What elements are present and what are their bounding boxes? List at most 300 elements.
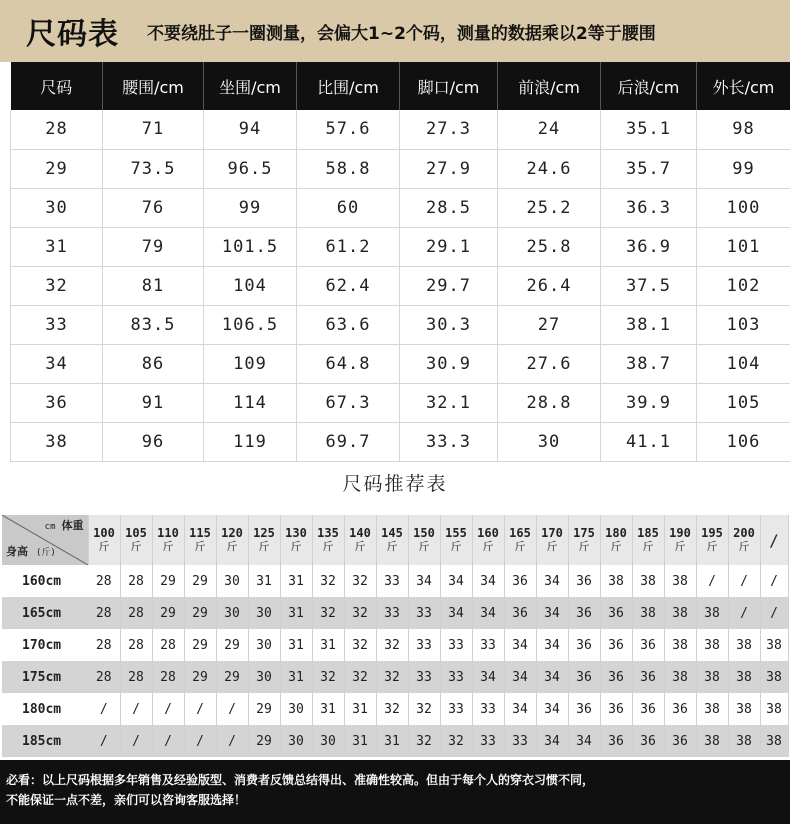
corner-height: 身高 bbox=[6, 545, 28, 558]
recommend-cell: 28 bbox=[152, 629, 184, 661]
recommend-cell: 38 bbox=[696, 693, 728, 725]
recommend-cell: 38 bbox=[728, 693, 760, 725]
recommend-cell: / bbox=[728, 565, 760, 597]
recommend-cell: 38 bbox=[696, 629, 728, 661]
recommend-row bbox=[2, 661, 788, 693]
weight-unit: 斤 bbox=[546, 540, 558, 553]
size-cell: 103 bbox=[697, 305, 790, 344]
size-cell: 31 bbox=[11, 227, 103, 266]
weight-unit: 斤 bbox=[578, 540, 590, 553]
weight-unit: 斤 bbox=[706, 540, 718, 553]
weight-unit: 斤 bbox=[354, 540, 366, 553]
size-cell: 60 bbox=[297, 188, 400, 227]
size-cell: 35.7 bbox=[601, 149, 697, 188]
recommend-cell: 30 bbox=[248, 661, 280, 693]
weight-unit: 斤 bbox=[642, 540, 654, 553]
footer-line-2: 不能保证一点不差，亲们可以咨询客服选择！ bbox=[6, 793, 247, 807]
size-cell: 30.9 bbox=[400, 344, 498, 383]
size-cell: 96.5 bbox=[204, 149, 297, 188]
recommend-cell: 33 bbox=[376, 565, 408, 597]
size-cell: 58.8 bbox=[297, 149, 400, 188]
size-cell: 67.3 bbox=[297, 383, 400, 422]
weight-header-last: / bbox=[760, 515, 788, 565]
recommend-cell: 33 bbox=[408, 629, 440, 661]
recommend-cell: 36 bbox=[632, 693, 664, 725]
size-row bbox=[11, 188, 790, 227]
recommend-cell: 34 bbox=[568, 725, 600, 757]
size-header-cell: 腰围/cm bbox=[103, 62, 204, 110]
recommend-cell: 33 bbox=[408, 597, 440, 629]
recommend-cell: 32 bbox=[344, 597, 376, 629]
recommend-cell: 28 bbox=[120, 629, 152, 661]
size-row bbox=[11, 305, 790, 344]
size-cell: 36 bbox=[11, 383, 103, 422]
size-cell: 100 bbox=[697, 188, 790, 227]
weight-header-cell bbox=[344, 515, 376, 565]
weight-header-cell bbox=[664, 515, 696, 565]
size-cell: 29.1 bbox=[400, 227, 498, 266]
recommend-cell: 38 bbox=[632, 565, 664, 597]
size-cell: 83.5 bbox=[103, 305, 204, 344]
recommend-cell: 34 bbox=[504, 629, 536, 661]
weight-unit: 斤 bbox=[386, 540, 398, 553]
recommend-cell: 36 bbox=[664, 725, 696, 757]
recommend-cell: 38 bbox=[696, 597, 728, 629]
size-cell: 24.6 bbox=[498, 149, 601, 188]
recommend-cell: 31 bbox=[280, 661, 312, 693]
height-label: 175cm bbox=[2, 661, 88, 693]
recommend-cell: 29 bbox=[184, 661, 216, 693]
size-cell: 30 bbox=[498, 422, 601, 461]
recommend-cell: 30 bbox=[280, 725, 312, 757]
recommend-cell: 31 bbox=[248, 565, 280, 597]
recommend-cell: 32 bbox=[312, 565, 344, 597]
size-row bbox=[11, 149, 790, 188]
recommend-cell: 29 bbox=[216, 629, 248, 661]
size-row bbox=[11, 422, 790, 461]
weight-unit: 斤 bbox=[450, 540, 462, 553]
recommend-cell: 29 bbox=[152, 565, 184, 597]
recommend-cell: / bbox=[152, 693, 184, 725]
recommend-row bbox=[2, 565, 788, 597]
height-label: 165cm bbox=[2, 597, 88, 629]
weight-value: 105 bbox=[125, 526, 147, 540]
recommend-cell: / bbox=[120, 693, 152, 725]
recommend-cell: / bbox=[184, 693, 216, 725]
recommend-cell: 30 bbox=[312, 725, 344, 757]
recommend-cell: 31 bbox=[344, 693, 376, 725]
recommend-cell: 34 bbox=[408, 565, 440, 597]
size-cell: 36.9 bbox=[601, 227, 697, 266]
size-header-cell: 脚口/cm bbox=[400, 62, 498, 110]
weight-header-cell bbox=[472, 515, 504, 565]
recommend-cell: 32 bbox=[376, 693, 408, 725]
size-cell: 32.1 bbox=[400, 383, 498, 422]
weight-header-cell bbox=[568, 515, 600, 565]
recommend-cell: 36 bbox=[600, 597, 632, 629]
recommend-cell: 34 bbox=[472, 597, 504, 629]
weight-value: 140 bbox=[349, 526, 371, 540]
size-cell: 33.3 bbox=[400, 422, 498, 461]
weight-value: 175 bbox=[573, 526, 595, 540]
recommend-cell: 36 bbox=[568, 597, 600, 629]
size-table bbox=[10, 62, 790, 462]
recommend-cell: 38 bbox=[728, 629, 760, 661]
weight-unit: 斤 bbox=[98, 540, 110, 553]
recommend-cell: 30 bbox=[280, 693, 312, 725]
size-header-cell: 尺码 bbox=[11, 62, 103, 110]
size-cell: 30.3 bbox=[400, 305, 498, 344]
recommend-cell: 33 bbox=[472, 725, 504, 757]
weight-header-cell bbox=[216, 515, 248, 565]
size-cell: 106 bbox=[697, 422, 790, 461]
recommend-cell: 33 bbox=[440, 629, 472, 661]
weight-value: 110 bbox=[157, 526, 179, 540]
weight-header-cell bbox=[728, 515, 760, 565]
corner-height-unit: (斤) bbox=[36, 548, 56, 558]
recommend-cell: 33 bbox=[440, 661, 472, 693]
weight-value: 195 bbox=[701, 526, 723, 540]
weight-value: 185 bbox=[637, 526, 659, 540]
weight-header-cell bbox=[312, 515, 344, 565]
recommend-cell: 34 bbox=[472, 661, 504, 693]
size-cell: 33 bbox=[11, 305, 103, 344]
weight-header-cell bbox=[120, 515, 152, 565]
weight-value: 150 bbox=[413, 526, 435, 540]
recommend-cell: / bbox=[88, 693, 120, 725]
size-cell: 62.4 bbox=[297, 266, 400, 305]
size-cell: 63.6 bbox=[297, 305, 400, 344]
size-cell: 104 bbox=[697, 344, 790, 383]
size-cell: 76 bbox=[103, 188, 204, 227]
recommend-cell: 33 bbox=[408, 661, 440, 693]
size-cell: 27.9 bbox=[400, 149, 498, 188]
recommend-cell: 36 bbox=[664, 693, 696, 725]
recommend-row bbox=[2, 629, 788, 661]
height-label: 180cm bbox=[2, 693, 88, 725]
recommend-cell: 36 bbox=[600, 629, 632, 661]
weight-value: 165 bbox=[509, 526, 531, 540]
recommend-cell: 36 bbox=[568, 565, 600, 597]
size-cell: 73.5 bbox=[103, 149, 204, 188]
recommend-cell: 28 bbox=[120, 597, 152, 629]
recommend-cell: / bbox=[88, 725, 120, 757]
recommend-cell: 38 bbox=[728, 661, 760, 693]
weight-value: 160 bbox=[477, 526, 499, 540]
size-cell: 29 bbox=[11, 149, 103, 188]
recommend-cell: 28 bbox=[88, 629, 120, 661]
size-chart-title: 尺码表 bbox=[26, 17, 119, 52]
height-label: 185cm bbox=[2, 725, 88, 757]
recommend-cell: 31 bbox=[280, 629, 312, 661]
recommend-cell: 29 bbox=[184, 565, 216, 597]
recommend-cell: 32 bbox=[344, 565, 376, 597]
recommend-cell: 32 bbox=[344, 661, 376, 693]
recommend-cell: 28 bbox=[88, 597, 120, 629]
weight-value: 200 bbox=[733, 526, 755, 540]
weight-unit: 斤 bbox=[418, 540, 430, 553]
recommend-cell: 36 bbox=[504, 565, 536, 597]
weight-value: 130 bbox=[285, 526, 307, 540]
size-cell: 81 bbox=[103, 266, 204, 305]
recommend-cell: 32 bbox=[408, 725, 440, 757]
recommend-cell: 30 bbox=[248, 629, 280, 661]
size-cell: 28 bbox=[11, 110, 103, 149]
size-cell: 101 bbox=[697, 227, 790, 266]
recommend-cell: 38 bbox=[632, 597, 664, 629]
size-row bbox=[11, 266, 790, 305]
weight-unit: 斤 bbox=[162, 540, 174, 553]
size-cell: 106.5 bbox=[204, 305, 297, 344]
size-table-header bbox=[11, 62, 790, 110]
weight-unit: 斤 bbox=[226, 540, 238, 553]
size-cell: 104 bbox=[204, 266, 297, 305]
size-cell: 36.3 bbox=[601, 188, 697, 227]
size-cell: 79 bbox=[103, 227, 204, 266]
size-cell: 114 bbox=[204, 383, 297, 422]
size-cell: 25.2 bbox=[498, 188, 601, 227]
recommend-cell: 36 bbox=[504, 597, 536, 629]
recommend-cell: / bbox=[120, 725, 152, 757]
recommend-cell: 34 bbox=[536, 693, 568, 725]
size-cell: 38 bbox=[11, 422, 103, 461]
size-cell: 61.2 bbox=[297, 227, 400, 266]
size-cell: 109 bbox=[204, 344, 297, 383]
size-cell: 32 bbox=[11, 266, 103, 305]
weight-header-cell bbox=[88, 515, 120, 565]
recommend-cell: 36 bbox=[600, 661, 632, 693]
recommend-cell: 38 bbox=[664, 661, 696, 693]
recommend-cell: 28 bbox=[88, 661, 120, 693]
size-cell: 69.7 bbox=[297, 422, 400, 461]
size-row bbox=[11, 383, 790, 422]
weight-value: 100 bbox=[93, 526, 115, 540]
recommend-cell: 36 bbox=[600, 725, 632, 757]
weight-header-cell bbox=[600, 515, 632, 565]
weight-unit: 斤 bbox=[258, 540, 270, 553]
footer-line-1: 必看：以上尺码根据多年销售及经验版型、消费者反馈总结得出、准确性较高。但由于每个人的穿衣习惯不同， bbox=[6, 773, 595, 787]
recommend-cell: 28 bbox=[88, 565, 120, 597]
weight-header-cell bbox=[376, 515, 408, 565]
weight-unit: 斤 bbox=[290, 540, 302, 553]
recommend-cell: 28 bbox=[120, 565, 152, 597]
recommend-cell: 38 bbox=[664, 565, 696, 597]
recommend-cell: 38 bbox=[728, 725, 760, 757]
size-cell: 105 bbox=[697, 383, 790, 422]
weight-value: 145 bbox=[381, 526, 403, 540]
recommend-cell: 38 bbox=[760, 661, 788, 693]
recommend-cell: 34 bbox=[536, 565, 568, 597]
size-header-cell: 前浪/cm bbox=[498, 62, 601, 110]
recommend-cell: 30 bbox=[216, 565, 248, 597]
recommend-cell: 36 bbox=[632, 629, 664, 661]
corner-weight-unit: cm bbox=[44, 522, 56, 532]
weight-unit: 斤 bbox=[738, 540, 750, 553]
recommend-cell: 36 bbox=[568, 693, 600, 725]
recommend-cell: / bbox=[216, 693, 248, 725]
weight-unit: 斤 bbox=[674, 540, 686, 553]
recommend-cell: 38 bbox=[760, 725, 788, 757]
recommend-cell: 38 bbox=[760, 629, 788, 661]
recommend-cell: 36 bbox=[632, 725, 664, 757]
recommend-cell: 38 bbox=[760, 693, 788, 725]
size-cell: 41.1 bbox=[601, 422, 697, 461]
recommend-cell: 33 bbox=[472, 629, 504, 661]
recommend-cell: 31 bbox=[344, 725, 376, 757]
recommend-cell: / bbox=[696, 565, 728, 597]
size-cell: 102 bbox=[697, 266, 790, 305]
recommend-cell: 32 bbox=[376, 629, 408, 661]
size-cell: 119 bbox=[204, 422, 297, 461]
recommend-cell: 34 bbox=[504, 661, 536, 693]
size-header-cell: 后浪/cm bbox=[601, 62, 697, 110]
recommend-cell: 36 bbox=[600, 693, 632, 725]
size-cell: 57.6 bbox=[297, 110, 400, 149]
size-cell: 94 bbox=[204, 110, 297, 149]
recommend-cell: 34 bbox=[536, 597, 568, 629]
recommend-cell: 36 bbox=[568, 629, 600, 661]
size-cell: 24 bbox=[498, 110, 601, 149]
recommend-cell: 31 bbox=[312, 629, 344, 661]
size-cell: 39.9 bbox=[601, 383, 697, 422]
weight-unit: 斤 bbox=[130, 540, 142, 553]
size-header-cell: 坐围/cm bbox=[204, 62, 297, 110]
recommend-cell: 33 bbox=[504, 725, 536, 757]
recommend-cell: 33 bbox=[376, 597, 408, 629]
recommend-cell: 32 bbox=[440, 725, 472, 757]
recommend-cell: 32 bbox=[376, 661, 408, 693]
recommend-cell: 28 bbox=[152, 661, 184, 693]
size-cell: 98 bbox=[697, 110, 790, 149]
weight-value: 120 bbox=[221, 526, 243, 540]
top-banner bbox=[0, 0, 790, 62]
size-cell: 28.8 bbox=[498, 383, 601, 422]
weight-value: 125 bbox=[253, 526, 275, 540]
size-cell: 35.1 bbox=[601, 110, 697, 149]
size-row bbox=[11, 110, 790, 149]
recommend-cell: 34 bbox=[536, 725, 568, 757]
recommend-cell: 38 bbox=[600, 565, 632, 597]
size-cell: 38.1 bbox=[601, 305, 697, 344]
recommend-cell: / bbox=[216, 725, 248, 757]
size-cell: 101.5 bbox=[204, 227, 297, 266]
weight-value: 115 bbox=[189, 526, 211, 540]
weight-header-cell bbox=[184, 515, 216, 565]
corner-weight: 体重 bbox=[61, 519, 84, 532]
recommend-cell: / bbox=[760, 597, 788, 629]
size-header-cell: 比围/cm bbox=[297, 62, 400, 110]
recommend-cell: 31 bbox=[280, 565, 312, 597]
size-cell: 27 bbox=[498, 305, 601, 344]
weight-header-cell bbox=[152, 515, 184, 565]
recommend-cell: 33 bbox=[472, 693, 504, 725]
recommend-cell: 38 bbox=[696, 725, 728, 757]
recommend-cell: 30 bbox=[248, 597, 280, 629]
size-cell: 29.7 bbox=[400, 266, 498, 305]
size-cell: 34 bbox=[11, 344, 103, 383]
recommend-cell: 34 bbox=[440, 565, 472, 597]
size-cell: 64.8 bbox=[297, 344, 400, 383]
recommend-cell: 29 bbox=[248, 693, 280, 725]
recommend-table bbox=[2, 515, 789, 757]
weight-unit: 斤 bbox=[514, 540, 526, 553]
weight-header-cell bbox=[280, 515, 312, 565]
weight-header-cell bbox=[632, 515, 664, 565]
recommend-cell: 34 bbox=[504, 693, 536, 725]
size-cell: 71 bbox=[103, 110, 204, 149]
size-cell: 28.5 bbox=[400, 188, 498, 227]
recommend-cell: 28 bbox=[120, 661, 152, 693]
recommend-cell: / bbox=[760, 565, 788, 597]
recommend-cell: 38 bbox=[696, 661, 728, 693]
recommend-cell: 34 bbox=[536, 629, 568, 661]
recommend-cell: 29 bbox=[184, 597, 216, 629]
recommend-cell: 32 bbox=[312, 597, 344, 629]
size-header-cell: 外长/cm bbox=[697, 62, 790, 110]
weight-value: 135 bbox=[317, 526, 339, 540]
recommend-cell: 34 bbox=[472, 565, 504, 597]
recommend-row bbox=[2, 693, 788, 725]
size-cell: 26.4 bbox=[498, 266, 601, 305]
recommend-cell: 31 bbox=[376, 725, 408, 757]
size-row bbox=[11, 227, 790, 266]
size-cell: 38.7 bbox=[601, 344, 697, 383]
weight-unit: 斤 bbox=[322, 540, 334, 553]
recommend-cell: 36 bbox=[568, 661, 600, 693]
height-label: 160cm bbox=[2, 565, 88, 597]
recommend-cell: 38 bbox=[664, 597, 696, 629]
weight-value: 180 bbox=[605, 526, 627, 540]
size-cell: 27.6 bbox=[498, 344, 601, 383]
size-cell: 91 bbox=[103, 383, 204, 422]
size-cell: 25.8 bbox=[498, 227, 601, 266]
size-cell: 99 bbox=[204, 188, 297, 227]
recommend-cell: 32 bbox=[312, 661, 344, 693]
weight-unit: 斤 bbox=[194, 540, 206, 553]
recommend-cell: 34 bbox=[440, 597, 472, 629]
recommend-cell: 30 bbox=[216, 597, 248, 629]
recommend-cell: 31 bbox=[312, 693, 344, 725]
recommend-cell: 34 bbox=[536, 661, 568, 693]
weight-value: 190 bbox=[669, 526, 691, 540]
recommend-cell: 38 bbox=[664, 629, 696, 661]
weight-header-cell bbox=[696, 515, 728, 565]
size-cell: 99 bbox=[697, 149, 790, 188]
weight-header-cell bbox=[248, 515, 280, 565]
weight-unit: 斤 bbox=[610, 540, 622, 553]
recommend-cell: 29 bbox=[184, 629, 216, 661]
recommend-cell: 33 bbox=[440, 693, 472, 725]
recommend-cell: / bbox=[184, 725, 216, 757]
weight-value: 170 bbox=[541, 526, 563, 540]
weight-header-cell bbox=[504, 515, 536, 565]
recommend-cell: 32 bbox=[344, 629, 376, 661]
size-row bbox=[11, 344, 790, 383]
corner-cell bbox=[2, 515, 88, 565]
weight-value: 155 bbox=[445, 526, 467, 540]
recommend-row bbox=[2, 725, 788, 757]
size-cell: 96 bbox=[103, 422, 204, 461]
measure-note: 不要绕肚子一圈测量，会偏大1~2个码，测量的数据乘以2等于腰围 bbox=[147, 23, 656, 44]
weight-header-cell bbox=[536, 515, 568, 565]
weight-header-cell bbox=[440, 515, 472, 565]
recommend-cell: 32 bbox=[408, 693, 440, 725]
recommend-cell: 36 bbox=[632, 661, 664, 693]
recommend-cell: 29 bbox=[216, 661, 248, 693]
recommend-row bbox=[2, 597, 788, 629]
size-cell: 86 bbox=[103, 344, 204, 383]
recommend-cell: / bbox=[152, 725, 184, 757]
